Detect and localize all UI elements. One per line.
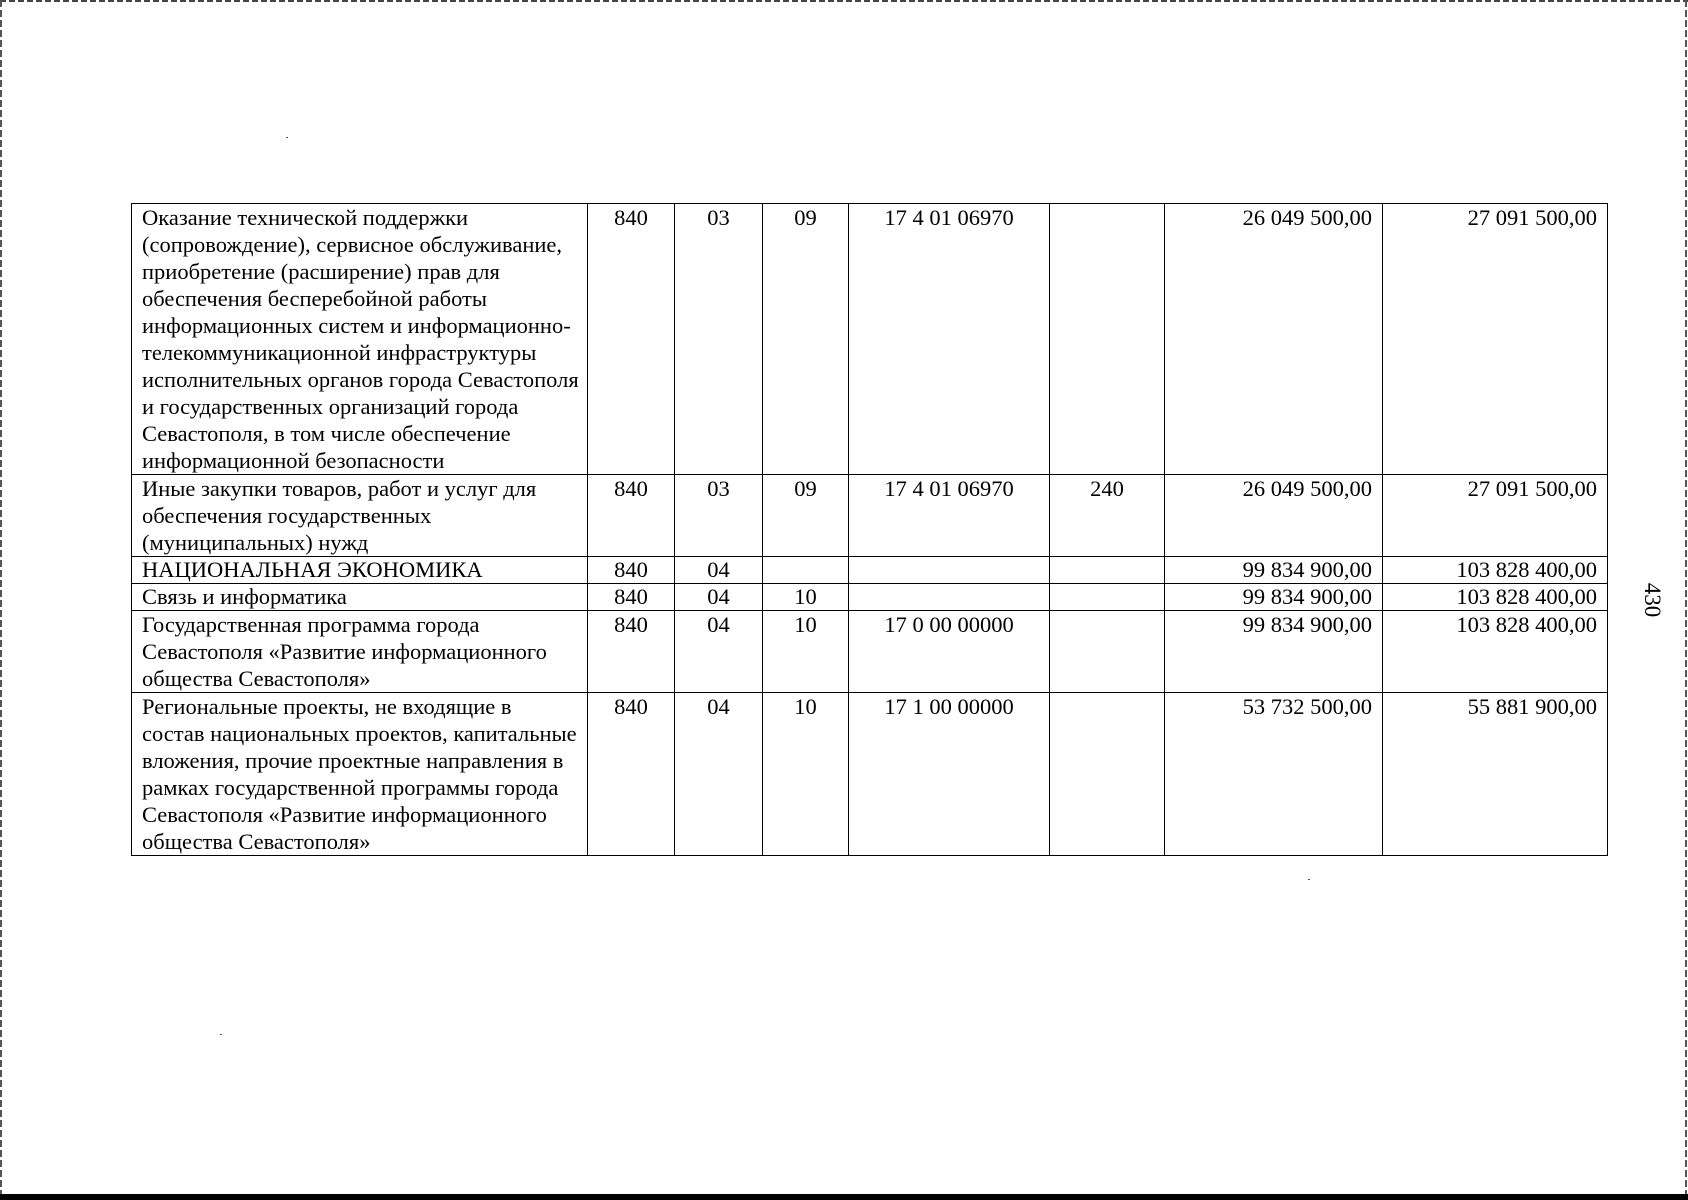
row-vr [1050, 693, 1165, 856]
row-vedomstvo: 840 [588, 475, 675, 557]
row-sum-1: 99 834 900,00 [1165, 584, 1383, 611]
row-name: НАЦИОНАЛЬНАЯ ЭКОНОМИКА [132, 557, 588, 584]
row-sum-1: 99 834 900,00 [1165, 557, 1383, 584]
scan-border-left [0, 0, 2, 1200]
row-vr: 240 [1050, 475, 1165, 557]
table-row [132, 475, 1608, 557]
row-podrazdel: 10 [763, 611, 849, 693]
row-podrazdel: 10 [763, 584, 849, 611]
row-vedomstvo: 840 [588, 693, 675, 856]
row-vedomstvo: 840 [588, 611, 675, 693]
scan-speck [220, 1034, 222, 1035]
scan-border-bottom [0, 1194, 1688, 1200]
row-csr [849, 584, 1050, 611]
row-vedomstvo: 840 [588, 557, 675, 584]
row-name: Оказание технической поддержки (сопровождение), сервисное обслуживание, приобретение (расширение) прав для обеспечения бесперебойной работы информационных систем и информационно-телекоммуникационной инфраструктуры исполнительных органов города Севастополя и государственных организаций города Севастополя, в том числе обеспечение информационной безопасности [132, 204, 588, 475]
table-row [132, 611, 1608, 693]
table-row [132, 557, 1608, 584]
row-csr: 17 4 01 06970 [849, 204, 1050, 475]
row-sum-2: 27 091 500,00 [1383, 204, 1608, 475]
row-csr [849, 557, 1050, 584]
row-name: Государственная программа города Севастополя «Развитие информационного общества Севастополя» [132, 611, 588, 693]
scan-speck [1308, 879, 1310, 880]
row-vr [1050, 557, 1165, 584]
row-vedomstvo: 840 [588, 204, 675, 475]
row-sum-1: 99 834 900,00 [1165, 611, 1383, 693]
row-csr: 17 1 00 00000 [849, 693, 1050, 856]
table-row [132, 204, 1608, 475]
row-sum-2: 55 881 900,00 [1383, 693, 1608, 856]
row-vr [1050, 611, 1165, 693]
row-podrazdel: 09 [763, 204, 849, 475]
row-sum-2: 103 828 400,00 [1383, 557, 1608, 584]
row-name: Связь и информатика [132, 584, 588, 611]
row-razdel: 03 [675, 204, 763, 475]
table-row [132, 693, 1608, 856]
row-podrazdel: 10 [763, 693, 849, 856]
row-vedomstvo: 840 [588, 584, 675, 611]
scan-border-right [1685, 0, 1687, 1200]
row-razdel: 04 [675, 611, 763, 693]
row-razdel: 03 [675, 475, 763, 557]
row-vr [1050, 584, 1165, 611]
row-razdel: 04 [675, 584, 763, 611]
row-sum-1: 53 732 500,00 [1165, 693, 1383, 856]
table-row [132, 584, 1608, 611]
scan-border-top [0, 0, 1688, 2]
scan-speck [286, 137, 288, 138]
row-podrazdel [763, 557, 849, 584]
row-sum-1: 26 049 500,00 [1165, 475, 1383, 557]
row-name: Иные закупки товаров, работ и услуг для обеспечения государственных (муниципальных) нужд [132, 475, 588, 557]
row-sum-2: 27 091 500,00 [1383, 475, 1608, 557]
row-sum-1: 26 049 500,00 [1165, 204, 1383, 475]
page-number: 430 [1640, 582, 1665, 618]
row-csr: 17 0 00 00000 [849, 611, 1050, 693]
row-sum-2: 103 828 400,00 [1383, 584, 1608, 611]
row-podrazdel: 09 [763, 475, 849, 557]
row-razdel: 04 [675, 693, 763, 856]
row-csr: 17 4 01 06970 [849, 475, 1050, 557]
row-name: Региональные проекты, не входящие в состав национальных проектов, капитальные вложения, прочие проектные направления в рамках государственной программы города Севастополя «Развитие информационного общества Севастополя» [132, 693, 588, 856]
row-sum-2: 103 828 400,00 [1383, 611, 1608, 693]
row-vr [1050, 204, 1165, 475]
row-razdel: 04 [675, 557, 763, 584]
budget-table [131, 203, 1608, 856]
